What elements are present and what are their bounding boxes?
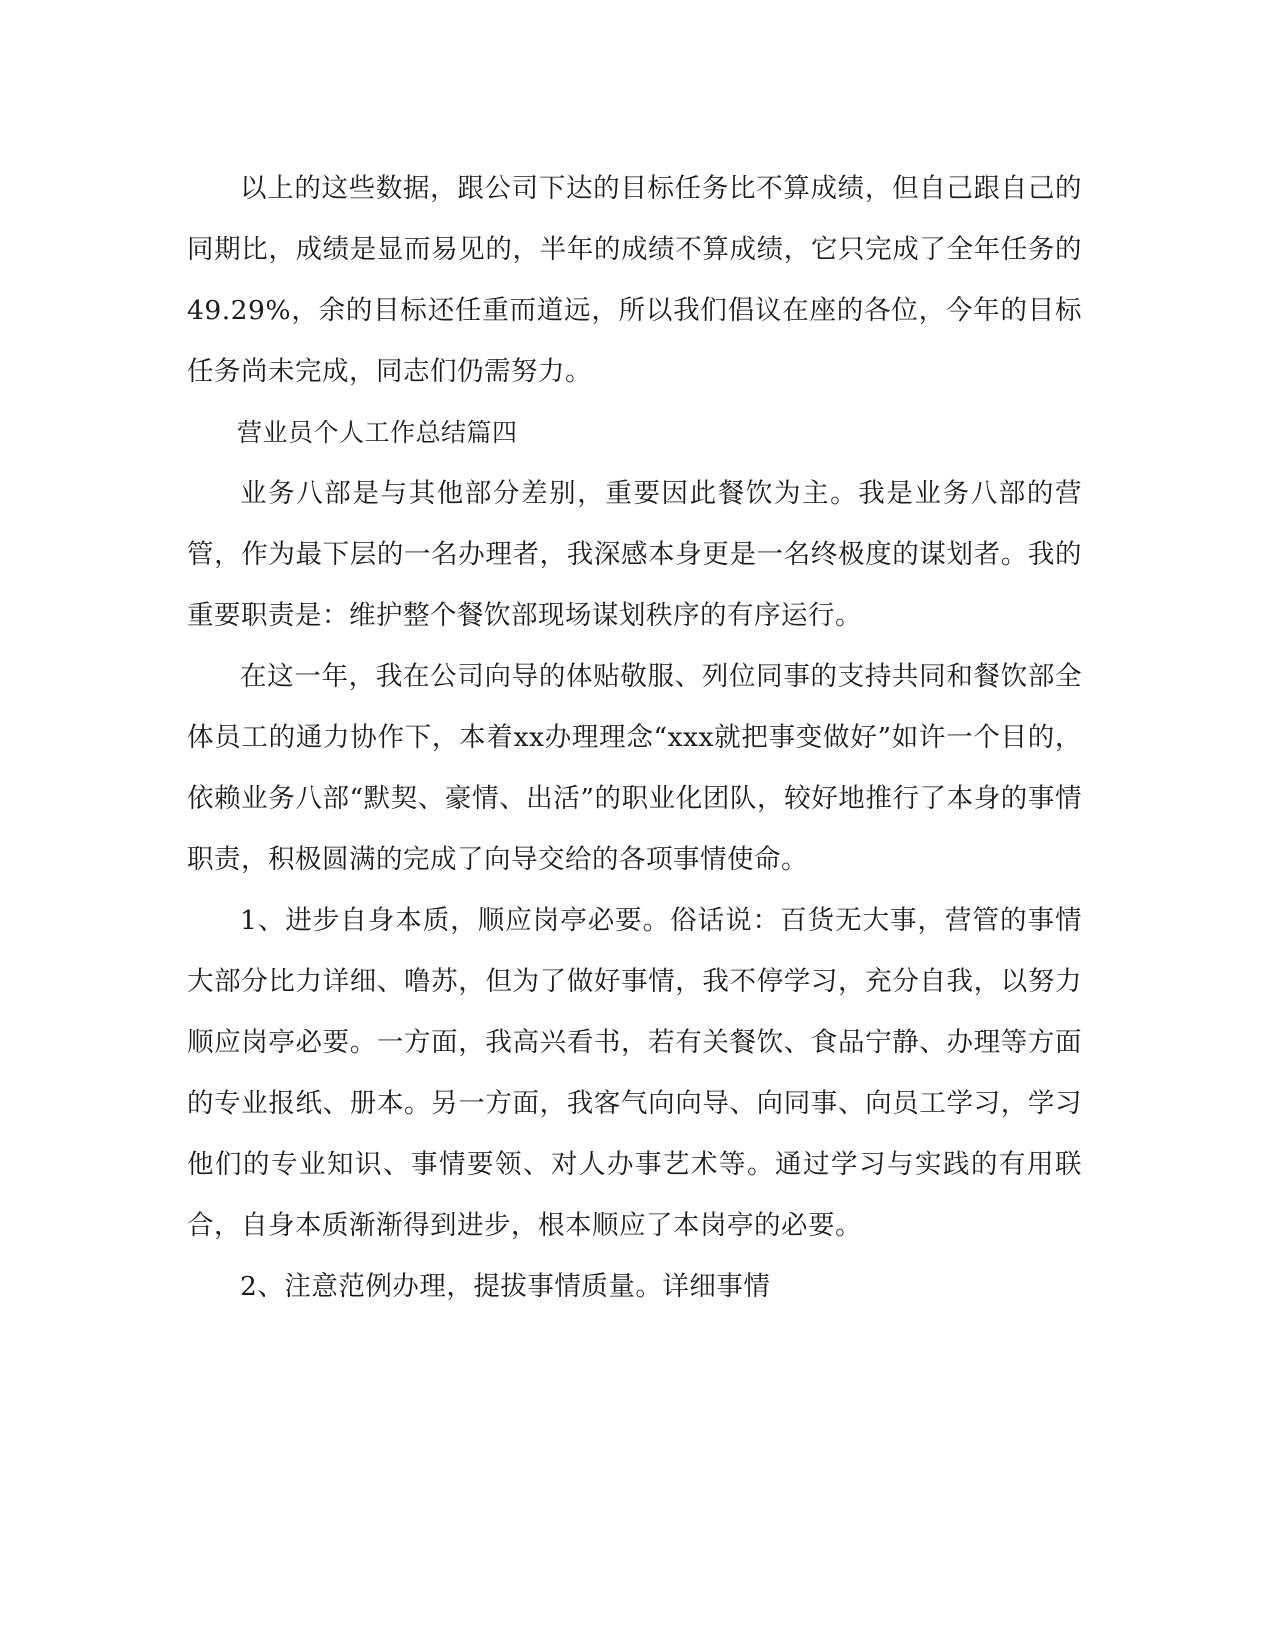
section-heading: 营业员个人工作总结篇四 bbox=[237, 418, 518, 447]
paragraph-item-1: 1、进步自身本质，顺应岗亭必要。俗话说：百货无大事，营管的事情大部分比力详细、噜苏，但为了做好事情，我不停学习，充分自我，以努力顺应岗亭必要。一方面，我高兴看书，若有关餐饮、食品宁静、办理等方面的专业报纸、册本。另一方面，我客气向向导、向同事、向员工学习，学习他们的专业知识、事情要领、对人办事艺术等。通过学习与实践的有用联合，自身本质渐渐得到进步，根本顺应了本岗亭的必要。 bbox=[187, 905, 1082, 1241]
paragraph-item-2: 2、注意范例办理，提拔事情质量。详细事情 bbox=[240, 1271, 771, 1302]
paragraph-summary-data: 以上的这些数据，跟公司下达的目标任务比不算成绩，但自己跟自己的同期比，成绩是显而易见的，半年的成绩不算成绩，它只完成了全年任务的49.29%，余的目标还任重而道远，所以我们倡议在座的各位，今年的目标任务尚未完成，同志们仍需努力。 bbox=[187, 173, 1082, 387]
document-body bbox=[187, 158, 1082, 1317]
paragraph-department-intro: 业务八部是与其他部分差别，重要因此餐饮为主。我是业务八部的营管，作为最下层的一名办理者，我深感本身更是一名终极度的谋划者。我的重要职责是：维护整个餐饮部现场谋划秩序的有序运行。 bbox=[187, 478, 1082, 631]
paragraph-year-review: 在这一年，我在公司向导的体贴敬服、列位同事的支持共同和餐饮部全体员工的通力协作下，本着xx办理理念“xxx就把事变做好”如许一个目的，依赖业务八部“默契、豪情、出活”的职业化团队，较好地推行了本身的事情职责，积极圆满的完成了向导交给的各项事情使命。 bbox=[187, 661, 1082, 875]
